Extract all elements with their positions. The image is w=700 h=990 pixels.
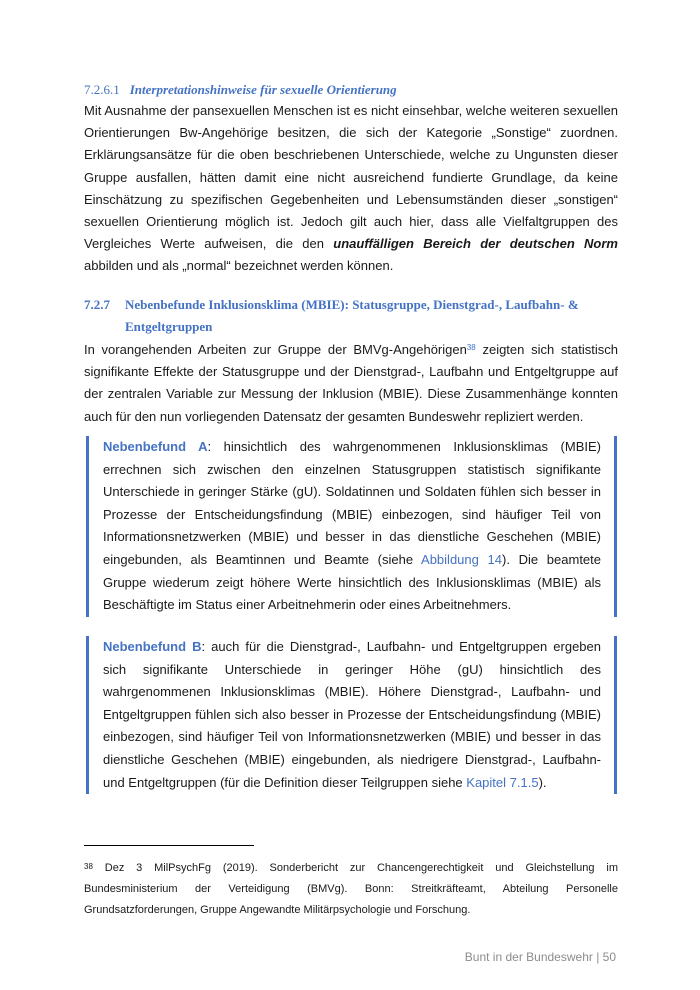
finding-b-label: Nebenbefund B [103, 639, 202, 654]
finding-a-label: Nebenbefund A [103, 439, 208, 454]
paragraph-text: zeigten sich statistisch signifikante Effekte der Statusgruppe und der Dienstgrad-, Laufbahn und Entgeltgruppe auf der zentralen Variable zur Messung der Inklusion (MBIE). Diese Zusammenhänge konnten auch für den nun vorliegenden Datensatz der gesamten Bundeswehr repliziert werden. [84, 342, 618, 424]
footnote-reference[interactable]: 38 [466, 343, 476, 352]
section-number: 7.2.7 [84, 297, 110, 312]
paragraph-text: abbilden und als „normal“ bezeichnet werden können. [84, 258, 394, 274]
section-title-line1: Nebenbefunde Inklusionsklima (MBIE): Statusgruppe, Dienstgrad-, Laufbahn- & [125, 297, 579, 312]
paragraph-text: ). [538, 774, 547, 790]
paragraph-orientation [84, 100, 618, 278]
finding-a-box [86, 436, 617, 617]
section-heading-7-2-6-1 [84, 80, 618, 100]
paragraph-text: Mit Ausnahme der pansexuellen Menschen ist es nicht einsehbar, welche weiteren sexuellen Orientierungen Bw-Angehörige besitzen, die sich der Kategorie „Sonstige“ zuordnen. Erklärungsansätze für die oben beschriebenen Unterschiede, welche zu Ungunsten dieser Gruppe ausfallen, hätten damit eine nicht ausreichend fundierte Grundlage, da keine Einschätzung zu spezifischen Gegebenheiten und Lebensumständen dieser „sonstigen“ sexuellen Orientierung möglich ist. Jedoch gilt auch hier, dass alle Vielfaltgruppen des Vergleiches Werte aufweisen, die den [84, 103, 618, 252]
footnote-divider [84, 845, 254, 846]
section-title-line2: Entgeltgruppen [125, 319, 213, 334]
paragraph-text: In vorangehenden Arbeiten zur Gruppe der BMVg-Angehörigen [84, 342, 467, 357]
figure-14-link[interactable]: Abbildung 14 [421, 551, 502, 567]
footnote-number: 38 [84, 862, 93, 871]
section-number: 7.2.6.1 [84, 82, 120, 97]
section-heading-7-2-7 [84, 294, 618, 338]
footnote-38 [84, 858, 618, 921]
finding-a-text [103, 436, 601, 617]
emphasis-text: unauffälligen Bereich der deutschen Norm [333, 236, 618, 252]
paragraph-text: : hinsichtlich des wahrgenommenen Inklusionsklimas (MBIE) errechnen sich zwischen den einzelnen Statusgruppen statistisch signifikante Unterschiede in geringer Stärke (gU). Soldatinnen und Soldaten fühlen sich besser in Prozesse der Entscheidungsfindung (MBIE) einbezogen, sind häufiger Teil von Informationsnetzwerken (MBIE) und besser in das dienstliche Geschehen (MBIE) eingebunden, als Beamtinnen und Beamte (siehe [103, 439, 601, 567]
chapter-7-1-5-link[interactable]: Kapitel 7.1.5 [466, 774, 539, 790]
paragraph-intro [84, 339, 618, 428]
finding-b-text [103, 636, 601, 794]
page-footer: Bunt in der Bundeswehr | 50 [464, 950, 616, 964]
paragraph-text: : auch für die Dienstgrad-, Laufbahn- und Entgeltgruppen ergeben sich signifikante Unterschiede in geringer Höhe (gU) hinsichtlich des wahrgenommenen Inklusionsklimas (MBIE). Höhere Dienstgrad-, Laufbahn- und Entgeltgruppen fühlen sich also besser in Prozesse der Entscheidungsfindung (MBIE) einbezogen, sind häufiger Teil von Informationsnetzwerken (MBIE) und besser in das dienstliche Geschehen (MBIE) eingebunden, als niedrigere Dienstgrad-, Laufbahn- und Entgeltgruppen (für die Definition dieser Teilgruppen siehe [103, 639, 602, 790]
footnote-text: Dez 3 MilPsychFg (2019). Sonderbericht zur Chancengerechtigkeit und Gleichstellung im Bundesministerium der Verteidigung (BMVg). Bonn: Streitkräfteamt, Abteilung Personelle Grundsatzforderungen, Gruppe Angewandte Militärpsychologie und Forschung. [84, 862, 618, 916]
finding-b-box [86, 636, 617, 794]
paragraph-text: ). Die beamtete Gruppe wiederum zeigt höhere Werte hinsichtlich des Inklusionsklimas (MBIE) als Beschäftigte im Status einer Arbeitnehmerin oder eines Arbeitnehmers. [103, 551, 601, 613]
section-title: Interpretationshinweise für sexuelle Orientierung [129, 82, 397, 97]
